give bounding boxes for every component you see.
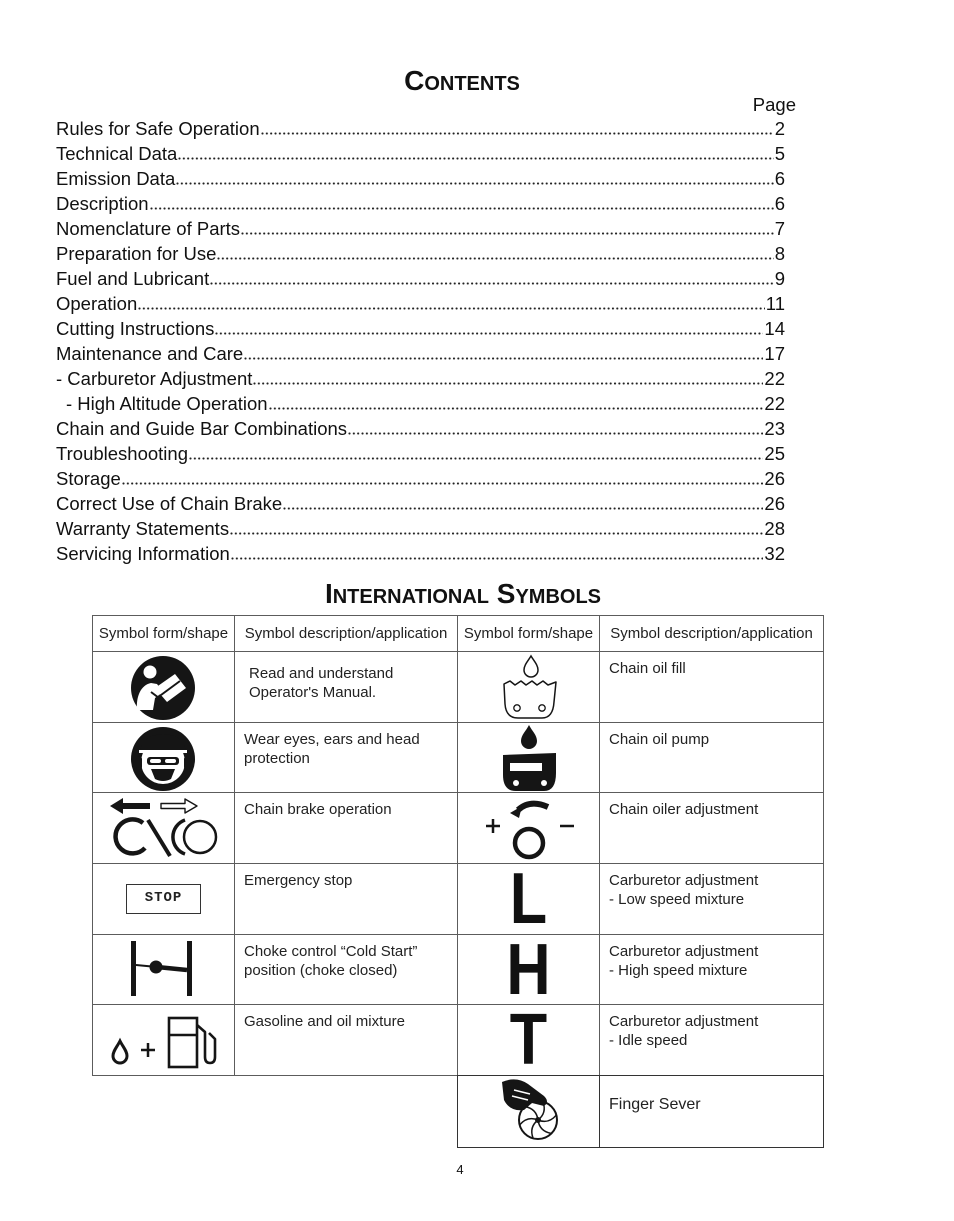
toc-entry [56, 541, 785, 566]
idle-speed-icon: T [509, 1000, 548, 1081]
toc-entry-page: 26 [764, 468, 785, 489]
symbol-cell [458, 858, 600, 939]
symbol-cell [93, 863, 235, 934]
chain-oiler-adjustment-icon [458, 793, 599, 862]
header-symbol-form: Symbol form/shape [458, 616, 600, 652]
symbol-cell [93, 722, 235, 793]
toc-entry [56, 316, 785, 341]
description-line: Chain oil fill [609, 660, 686, 677]
toc-entry-page: 6 [774, 193, 785, 214]
description-line: Emergency stop [244, 871, 353, 889]
low-speed-mixture-icon: L [509, 858, 548, 939]
toc-entry [56, 466, 785, 491]
description-line: Finger Sever [609, 1096, 701, 1113]
header-symbol-description: Symbol description/application [600, 616, 824, 652]
toc-entry [56, 391, 785, 416]
symbol-description [600, 934, 824, 1005]
toc-entry [56, 141, 785, 166]
toc-dot-leader [210, 266, 773, 291]
head-protection-icon [93, 723, 234, 792]
toc-entry-page: 32 [764, 543, 785, 564]
toc-entry [56, 266, 785, 291]
toc-entry-page: 22 [764, 393, 785, 414]
symbol-description [600, 863, 824, 934]
toc-entry-page: 23 [764, 418, 785, 439]
description-line: Gasoline and oil mixture [244, 1013, 405, 1031]
symbol-cell [458, 1076, 600, 1148]
symbol-cell [458, 929, 600, 1010]
toc-entry-label: Nomenclature of Parts [56, 218, 241, 239]
toc-entry-page: 17 [764, 343, 785, 364]
symbol-cell [458, 652, 600, 723]
toc-dot-leader [348, 416, 763, 441]
toc-entry-label: Storage [56, 468, 121, 489]
toc-dot-leader [269, 391, 764, 416]
toc-entry-page: 22 [764, 368, 785, 389]
symbol-description [235, 934, 458, 1005]
toc-entry [56, 366, 785, 391]
symbol-cell [93, 934, 235, 1005]
description-line: Chain oiler adjustment [609, 801, 759, 819]
symbol-description [600, 652, 824, 723]
description-line: - Idle speed [609, 1032, 688, 1050]
finger-sever-icon [458, 1076, 599, 1146]
symbol-cell [458, 722, 600, 793]
toc-entry [56, 516, 785, 541]
description-line: Chain oil pump [609, 730, 710, 748]
description-line: Chain brake operation [244, 801, 392, 819]
description-line: Wear eyes, ears and head [244, 730, 420, 748]
toc-entry-page: 7 [774, 218, 785, 239]
description-line: Carburetor adjustment [609, 871, 759, 889]
chain-oil-pump-icon [458, 723, 599, 792]
toc-dot-leader [217, 241, 773, 266]
symbol-description [235, 1005, 458, 1076]
toc-entry-page: 2 [774, 118, 785, 139]
toc-dot-leader [189, 441, 763, 466]
toc-entry-label: Operation [56, 293, 138, 314]
choke-icon [93, 935, 234, 1004]
toc-entry-page: 9 [774, 268, 785, 289]
toc-dot-leader [253, 366, 763, 391]
symbol-description [600, 1076, 824, 1148]
toc-entry-label: - Carburetor Adjustment [56, 368, 253, 389]
symbol-cell [93, 1005, 235, 1076]
toc-dot-leader [178, 141, 773, 166]
symbol-description [600, 722, 824, 793]
symbol-description [600, 1005, 824, 1076]
symbol-row [93, 722, 824, 793]
toc-dot-leader [283, 491, 763, 516]
toc-entry [56, 216, 785, 241]
header-symbol-description: Symbol description/application [235, 616, 458, 652]
toc-entry [56, 416, 785, 441]
page-column-header: Page [752, 94, 796, 115]
toc-entry [56, 191, 785, 216]
symbols-title: International Symbols [324, 578, 602, 609]
toc-dot-leader [261, 116, 774, 141]
symbol-row [93, 652, 824, 723]
page-number: 4 [456, 1162, 464, 1177]
symbols-header-row [93, 616, 824, 652]
symbol-cell [93, 793, 235, 864]
toc-dot-leader [241, 216, 774, 241]
description-line: - High speed mixture [609, 961, 748, 979]
toc-entry-label: Servicing Information [56, 543, 230, 564]
toc-dot-leader [122, 466, 764, 491]
description-line: Operator's Manual. [249, 684, 377, 701]
toc-entry-page: 14 [764, 318, 785, 339]
toc-entry-label: Maintenance and Care [56, 343, 244, 364]
toc-dot-leader [231, 541, 764, 566]
toc-entry-label: Emission Data [56, 168, 176, 189]
toc-entry-page: 28 [764, 518, 785, 539]
symbol-cell [93, 652, 235, 723]
symbol-cell [458, 1000, 600, 1081]
symbol-row [93, 1005, 824, 1076]
description-line: Choke control “Cold Start” [244, 942, 418, 960]
toc-entry [56, 341, 785, 366]
fuel-mix-icon [93, 1005, 234, 1074]
toc-entry-label: Cutting Instructions [56, 318, 215, 339]
toc-dot-leader [215, 316, 763, 341]
toc-entry [56, 291, 785, 316]
toc-dot-leader [176, 166, 773, 191]
toc-entry [56, 491, 785, 516]
toc-entry-label: Troubleshooting [56, 443, 188, 464]
emergency-stop-icon: STOP [126, 884, 201, 914]
toc-entry-label: Preparation for Use [56, 243, 217, 264]
finger-sever-row [457, 1075, 824, 1148]
description-line: Read and understand [249, 665, 394, 682]
toc-entry-page: 8 [774, 243, 785, 264]
toc-entry-label: Fuel and Lubricant [56, 268, 210, 289]
toc-entry-page: 26 [764, 493, 785, 514]
toc-dot-leader [244, 341, 763, 366]
symbol-row [458, 1076, 824, 1148]
symbol-description [235, 722, 458, 793]
description-line: Carburetor adjustment [609, 942, 759, 960]
toc-dot-leader [150, 191, 774, 216]
description-line: - Low speed mixture [609, 890, 745, 908]
toc-entry-page: 6 [774, 168, 785, 189]
toc-entry-label: Description [56, 193, 149, 214]
toc-entry-label: Rules for Safe Operation [56, 118, 260, 139]
toc-dot-leader [230, 516, 763, 541]
toc-entry [56, 116, 785, 141]
toc-entry [56, 241, 785, 266]
toc-entry [56, 166, 785, 191]
description-line: Carburetor adjustment [609, 1013, 759, 1031]
symbol-description [235, 793, 458, 864]
symbol-row [93, 934, 824, 1005]
contents-title: Contents [404, 65, 520, 96]
symbols-table [92, 615, 824, 1081]
toc-entry-label: - High Altitude Operation [66, 393, 268, 414]
toc-entry [56, 441, 785, 466]
symbol-description [600, 793, 824, 864]
table-of-contents [56, 116, 785, 566]
high-speed-mixture-icon: H [506, 929, 551, 1010]
symbol-cell [458, 793, 600, 864]
chain-oil-fill-icon [458, 652, 599, 721]
symbol-description [235, 863, 458, 934]
read-manual-icon [93, 652, 234, 721]
description-line: protection [244, 749, 310, 767]
chain-brake-icon [93, 793, 234, 862]
toc-entry-label: Correct Use of Chain Brake [56, 493, 283, 514]
symbol-description [235, 652, 458, 723]
description-line: position (choke closed) [244, 961, 398, 979]
toc-entry-label: Warranty Statements [56, 518, 230, 539]
toc-entry-label: Technical Data [56, 143, 178, 164]
toc-entry-page: 25 [764, 443, 785, 464]
header-symbol-form: Symbol form/shape [93, 616, 235, 652]
symbol-row [93, 863, 824, 934]
symbol-row [93, 793, 824, 864]
toc-entry-page: 11 [765, 293, 785, 314]
toc-entry-label: Chain and Guide Bar Combinations [56, 418, 348, 439]
toc-dot-leader [138, 291, 765, 316]
toc-entry-page: 5 [774, 143, 785, 164]
